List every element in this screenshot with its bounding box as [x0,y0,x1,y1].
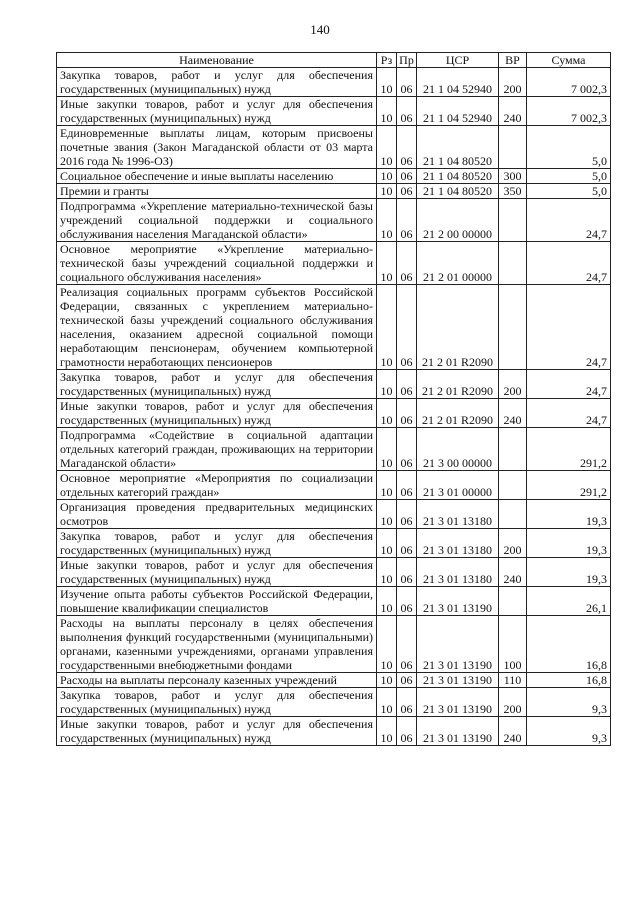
cell-csr: 21 1 04 80520 [417,169,499,184]
cell-vr [499,500,527,529]
cell-vr [499,199,527,242]
page-number: 140 [310,22,330,37]
cell-vr [499,285,527,370]
cell-sum: 26,1 [527,587,611,616]
cell-vr: 110 [499,673,527,688]
cell-name: Расходы на выплаты персоналу в целях обеспечения выполнения функций государственными (муниципальными) органами, казенными учреждениями, органами управления государственными внебюджетными фондами [57,616,377,673]
cell-vr [499,428,527,471]
cell-sum: 24,7 [527,199,611,242]
cell-vr: 200 [499,688,527,717]
cell-pr: 06 [397,673,417,688]
cell-csr: 21 2 00 00000 [417,199,499,242]
cell-name: Изучение опыта работы субъектов Российской Федерации, повышение квалификации специалистов [57,587,377,616]
cell-csr: 21 3 01 13190 [417,688,499,717]
cell-pr: 06 [397,428,417,471]
header-sum: Сумма [527,53,611,68]
cell-name: Подпрограмма «Укрепление материально-технической базы учреждений социальной поддержки и социального обслуживания населения Магаданской области» [57,199,377,242]
cell-csr: 21 3 01 13180 [417,529,499,558]
cell-vr: 240 [499,717,527,746]
cell-csr: 21 2 01 R2090 [417,285,499,370]
cell-rz: 10 [377,370,397,399]
table-row [57,68,611,97]
cell-sum: 24,7 [527,399,611,428]
cell-name: Организация проведения предварительных медицинских осмотров [57,500,377,529]
cell-rz: 10 [377,285,397,370]
cell-name: Закупка товаров, работ и услуг для обеспечения государственных (муниципальных) нужд [57,688,377,717]
cell-rz: 10 [377,673,397,688]
cell-pr: 06 [397,242,417,285]
cell-rz: 10 [377,169,397,184]
cell-csr: 21 2 01 R2090 [417,370,499,399]
cell-name: Закупка товаров, работ и услуг для обеспечения государственных (муниципальных) нужд [57,529,377,558]
cell-pr: 06 [397,471,417,500]
cell-name: Закупка товаров, работ и услуг для обеспечения государственных (муниципальных) нужд [57,68,377,97]
cell-pr: 06 [397,717,417,746]
cell-name: Иные закупки товаров, работ и услуг для обеспечения государственных (муниципальных) нужд [57,399,377,428]
cell-sum: 16,8 [527,673,611,688]
cell-rz: 10 [377,68,397,97]
cell-rz: 10 [377,184,397,199]
cell-vr: 240 [499,399,527,428]
cell-name: Основное мероприятие «Мероприятия по социализации отдельных категорий граждан» [57,471,377,500]
cell-pr: 06 [397,399,417,428]
header-pr: Пр [397,53,417,68]
cell-csr: 21 3 01 13190 [417,587,499,616]
cell-pr: 06 [397,184,417,199]
cell-vr: 200 [499,68,527,97]
table-row [57,169,611,184]
cell-csr: 21 1 04 80520 [417,126,499,169]
table-row [57,399,611,428]
cell-pr: 06 [397,688,417,717]
cell-sum: 24,7 [527,370,611,399]
cell-rz: 10 [377,717,397,746]
cell-csr: 21 3 01 13190 [417,616,499,673]
cell-rz: 10 [377,428,397,471]
cell-rz: 10 [377,500,397,529]
table-row [57,184,611,199]
cell-pr: 06 [397,370,417,399]
cell-vr [499,587,527,616]
table-row [57,616,611,673]
cell-sum: 7 002,3 [527,68,611,97]
cell-csr: 21 3 01 13180 [417,558,499,587]
cell-csr: 21 3 01 13190 [417,673,499,688]
table-row [57,500,611,529]
cell-csr: 21 1 04 80520 [417,184,499,199]
cell-name: Реализация социальных программ субъектов Российской Федерации, связанных с укреплением материально-технической базы учреждений социального обслуживания населения, оказанием адресной социальной помощи неработающим пенсионерам, обучением компьютерной грамотности неработающих пенсионеров [57,285,377,370]
cell-vr: 350 [499,184,527,199]
table-row [57,688,611,717]
cell-name: Закупка товаров, работ и услуг для обеспечения государственных (муниципальных) нужд [57,370,377,399]
cell-sum: 291,2 [527,471,611,500]
cell-vr: 240 [499,558,527,587]
cell-sum: 19,3 [527,500,611,529]
cell-vr: 300 [499,169,527,184]
cell-vr: 200 [499,370,527,399]
cell-rz: 10 [377,587,397,616]
table-row [57,558,611,587]
cell-pr: 06 [397,126,417,169]
cell-sum: 291,2 [527,428,611,471]
table-row [57,587,611,616]
cell-sum: 19,3 [527,529,611,558]
cell-pr: 06 [397,68,417,97]
cell-name: Социальное обеспечение и иные выплаты населению [57,169,377,184]
cell-csr: 21 1 04 52940 [417,68,499,97]
cell-rz: 10 [377,97,397,126]
table-row [57,370,611,399]
cell-pr: 06 [397,97,417,126]
cell-rz: 10 [377,399,397,428]
cell-sum: 5,0 [527,184,611,199]
table-row [57,126,611,169]
cell-vr [499,242,527,285]
cell-sum: 9,3 [527,688,611,717]
header-csr: ЦСР [417,53,499,68]
cell-rz: 10 [377,126,397,169]
cell-pr: 06 [397,199,417,242]
cell-sum: 7 002,3 [527,97,611,126]
table-row [57,529,611,558]
cell-vr: 240 [499,97,527,126]
cell-rz: 10 [377,529,397,558]
cell-sum: 5,0 [527,126,611,169]
cell-rz: 10 [377,688,397,717]
cell-sum: 5,0 [527,169,611,184]
cell-rz: 10 [377,558,397,587]
cell-csr: 21 3 00 00000 [417,428,499,471]
table-row [57,471,611,500]
cell-vr: 100 [499,616,527,673]
cell-vr [499,471,527,500]
header-name: Наименование [57,53,377,68]
cell-vr [499,126,527,169]
cell-pr: 06 [397,558,417,587]
cell-pr: 06 [397,500,417,529]
cell-csr: 21 3 01 00000 [417,471,499,500]
cell-name: Расходы на выплаты персоналу казенных учреждений [57,673,377,688]
table-body [57,68,611,746]
table-row [57,97,611,126]
cell-sum: 19,3 [527,558,611,587]
cell-rz: 10 [377,471,397,500]
table-row [57,285,611,370]
cell-pr: 06 [397,529,417,558]
cell-csr: 21 3 01 13190 [417,717,499,746]
cell-csr: 21 2 01 R2090 [417,399,499,428]
budget-table [56,52,611,746]
cell-csr: 21 2 01 00000 [417,242,499,285]
cell-sum: 24,7 [527,242,611,285]
cell-sum: 16,8 [527,616,611,673]
table-row [57,242,611,285]
cell-name: Премии и гранты [57,184,377,199]
cell-sum: 9,3 [527,717,611,746]
cell-name: Иные закупки товаров, работ и услуг для обеспечения государственных (муниципальных) нужд [57,717,377,746]
table-header-row [57,53,611,68]
cell-name: Иные закупки товаров, работ и услуг для обеспечения государственных (муниципальных) нужд [57,97,377,126]
table-row [57,199,611,242]
cell-pr: 06 [397,616,417,673]
cell-pr: 06 [397,169,417,184]
cell-name: Подпрограмма «Содействие в социальной адаптации отдельных категорий граждан, проживающих на территории Магаданской области» [57,428,377,471]
cell-csr: 21 3 01 13180 [417,500,499,529]
cell-csr: 21 1 04 52940 [417,97,499,126]
cell-name: Иные закупки товаров, работ и услуг для обеспечения государственных (муниципальных) нужд [57,558,377,587]
cell-rz: 10 [377,616,397,673]
cell-rz: 10 [377,242,397,285]
cell-sum: 24,7 [527,285,611,370]
cell-pr: 06 [397,285,417,370]
cell-name: Основное мероприятие «Укрепление материально-технической базы учреждений социальной поддержки и социального обслуживания населения» [57,242,377,285]
table-row [57,717,611,746]
cell-rz: 10 [377,199,397,242]
header-rz: Рз [377,53,397,68]
cell-pr: 06 [397,587,417,616]
table-row [57,428,611,471]
table-row [57,673,611,688]
cell-vr: 200 [499,529,527,558]
header-vr: ВР [499,53,527,68]
cell-name: Единовременные выплаты лицам, которым присвоены почетные звания (Закон Магаданской области от 03 марта 2016 года № 1996-ОЗ) [57,126,377,169]
